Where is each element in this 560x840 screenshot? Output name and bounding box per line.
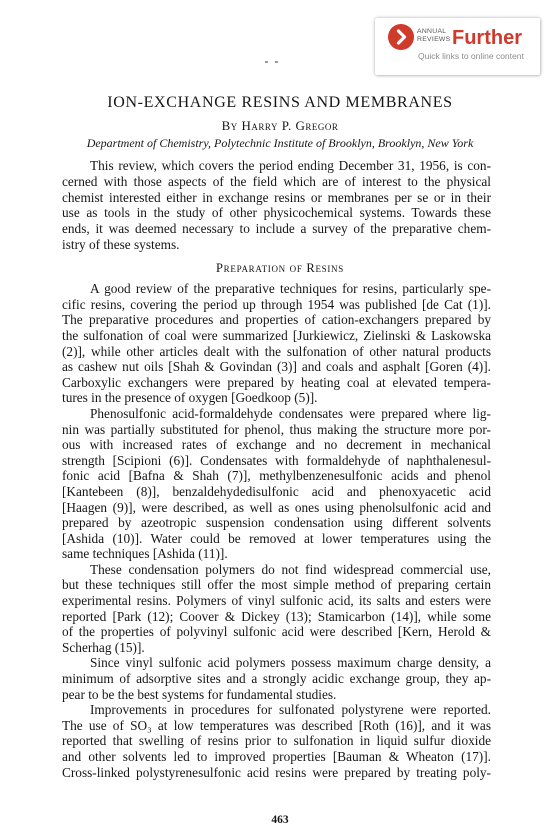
text-line: Scherhag (15)]. — [62, 639, 145, 655]
text-line: strength [Scipioni (6)]. Condensates with formaldehyde of naphthalenesul- — [62, 452, 491, 468]
text-line: reported that swelling of resins prior to sulfonation in liquid sulfur dioxide — [62, 733, 491, 749]
text-line: istry of these systems. — [62, 236, 180, 252]
text-line: These condensation polymers do not find widespread commercial use, — [90, 561, 491, 577]
text-line: Phenosulfonic acid-formaldehyde condensates were prepared where lig- — [90, 405, 491, 421]
text-line: tures in the presence of oxygen [Goedkoop (5)]. — [62, 390, 318, 406]
text-line: cerned with those aspects of the field which are of interest to the physical — [62, 173, 491, 189]
logo-line-reviews: REVIEWS — [417, 35, 451, 43]
text-line: A good review of the preparative techniques for resins, particularly spe- — [90, 281, 491, 297]
author-byline: By Harry P. Gregor — [221, 118, 339, 133]
text-line: (2)], while other articles dealt with the sulfonation of other natural products — [62, 343, 491, 359]
text-line: nin was partially substituted for phenol, thus making the structure more por- — [62, 421, 491, 437]
arrow-right-circle-icon — [388, 24, 414, 50]
text-line: prepared by azeotropic suspension condensation using different solvents — [62, 515, 491, 531]
section-body — [62, 281, 491, 780]
scan-speck — [265, 61, 268, 63]
paragraph — [62, 281, 491, 406]
text-line: pear to be the best systems for fundamental studies. — [62, 686, 337, 702]
text-line: cific resins, covering the period up through 1954 was published [de Cat (1)]. — [62, 296, 491, 312]
text-line: use as tools in the study of other physicochemical systems. Towards these — [62, 205, 491, 221]
text-line: Carboxylic exchangers were prepared by heating coal at elevated tempera- — [62, 374, 491, 390]
annual-reviews-logo — [417, 28, 450, 43]
scan-speck — [275, 61, 278, 63]
logo-line-annual: ANNUAL — [417, 28, 447, 35]
page-number: 463 — [271, 814, 289, 826]
text-line: minimum of adsorptive sites and a strongly acidic exchange group, they ap- — [62, 671, 491, 687]
text-line: The preparative procedures and properties of cation-exchangers prepared by — [62, 312, 491, 328]
article-title: ION-EXCHANGE RESINS AND MEMBRANES — [107, 94, 453, 111]
text-line: experimental resins. Polymers of vinyl sulfonic acid, its salts and esters were — [62, 593, 491, 609]
text-line: Since vinyl sulfonic acid polymers possess maximum charge density, a — [90, 655, 491, 671]
author-affiliation: Department of Chemistry, Polytechnic Institute of Brooklyn, Brooklyn, New York — [86, 136, 474, 150]
text-line: fonic acid [Bafna & Shah (7)], methylbenzenesulfonic acids and phenol — [62, 468, 491, 484]
text-line: ends, it was deemed necessary to include a survey of the preparative chem- — [62, 221, 491, 236]
intro-paragraph — [62, 158, 491, 252]
section-heading: Preparation of Resins — [216, 261, 344, 275]
text-line: [Haagen (9)], were described, as well as ones using phenolsulfonic acid and — [62, 499, 491, 515]
further-wordmark: Further — [452, 27, 522, 49]
text-line: same techniques [Ashida (11)]. — [62, 546, 228, 562]
paragraph — [62, 702, 491, 780]
text-line: [Kantebeen (8)], benzaldehydedisulfonic acid and phenoxyacetic acid — [62, 483, 491, 499]
text-line: but these techniques still offer the most simple method of preparing certain — [62, 577, 491, 593]
text-line: Improvements in procedures for sulfonated polystyrene were reported. — [90, 702, 491, 718]
text-line: reported [Park (12); Coover & Dickey (13); Stamicarbon (14)], while some — [62, 608, 491, 624]
text-line: the sulfonation of coal were summarized [Jurkiewicz, Zielinski & Laskowska — [62, 327, 491, 343]
paragraph — [62, 562, 491, 656]
text-line: Cross-linked polystyrenesulfonic acid resins were prepared by treating poly- — [62, 764, 491, 780]
text-line: and other solvents led to improved properties [Bauman & Wheaton (17)]. — [62, 749, 491, 764]
text-line: of the properties of polyvinyl sulfonic acid were described [Kern, Herold & — [62, 624, 491, 640]
text-line: [Ashida (10)]. Water could be removed at lower temperatures using the — [62, 530, 491, 546]
paragraph — [62, 406, 491, 562]
paragraph — [62, 655, 491, 702]
text-line: chemist interested either in exchange resins or membranes per se or in their — [62, 189, 491, 205]
text-line: ous with increased rates of exchange and no decrement in mechanical — [62, 437, 491, 453]
text-line: The use of SO₃ at low temperatures was described [Roth (16)], and it was — [62, 717, 491, 733]
text-line: as cashew nut oils [Shah & Govindan (3)] and coals and asphalt [Goren (4)]. — [62, 359, 491, 375]
further-badge[interactable] — [375, 18, 540, 75]
text-line: This review, which covers the period ending December 31, 1956, is con- — [90, 158, 491, 174]
badge-tagline: Quick links to online content — [418, 51, 524, 61]
